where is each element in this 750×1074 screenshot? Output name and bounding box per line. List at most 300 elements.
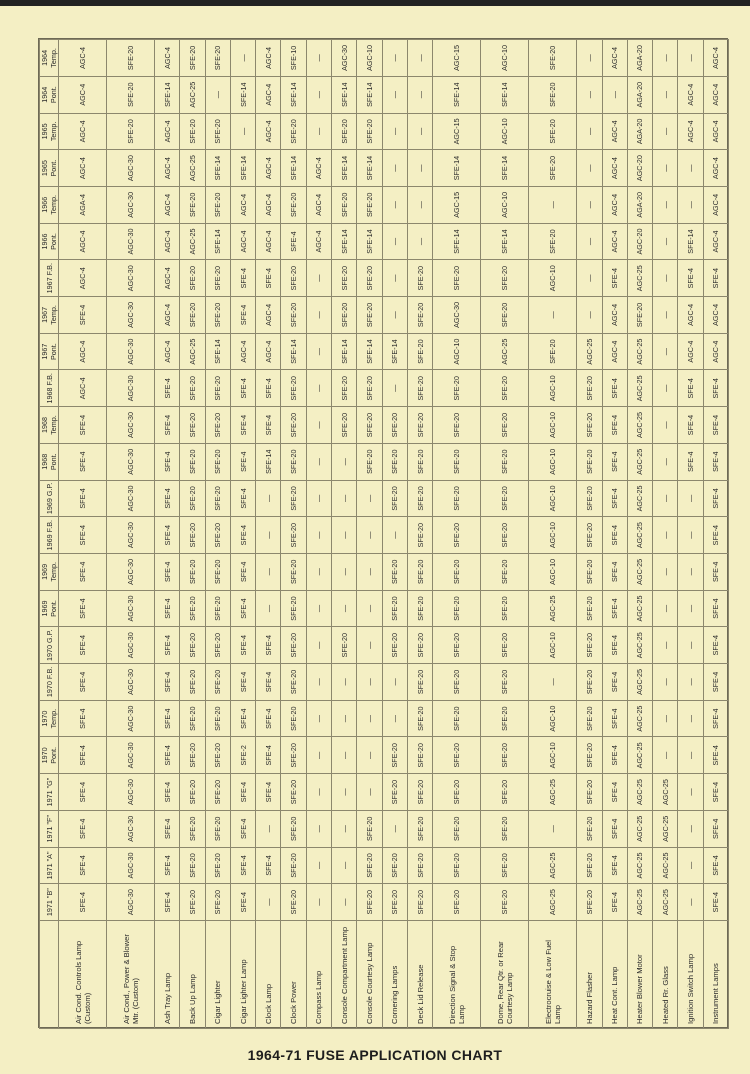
table-row: [577, 40, 602, 1029]
fuse-cell: —: [678, 517, 703, 554]
fuse-cell: —: [407, 76, 432, 113]
fuse-cell: AGC-25: [627, 590, 652, 627]
fuse-cell: AGC-4: [306, 223, 331, 260]
fuse-cell: AGC-25: [627, 774, 652, 811]
fuse-cell: AGC-25: [180, 333, 205, 370]
fuse-cell: SFE-14: [357, 223, 382, 260]
column-header: 1969 G.P.: [40, 480, 59, 517]
fuse-cell: SFE-20: [433, 370, 481, 407]
fuse-cell: SFE-14: [230, 76, 255, 113]
fuse-cell: SFE-20: [205, 737, 230, 774]
fuse-cell: AGC-25: [481, 333, 529, 370]
fuse-cell: SFE-20: [281, 553, 306, 590]
fuse-cell: SFE-20: [281, 884, 306, 921]
row-label: Deck Lid Release: [407, 921, 432, 1029]
fuse-cell: SFE-20: [180, 40, 205, 77]
fuse-cell: SFE-14: [332, 333, 357, 370]
fuse-cell: —: [306, 774, 331, 811]
fuse-cell: SFE-4: [703, 774, 728, 811]
fuse-cell: —: [382, 40, 407, 77]
fuse-cell: SFE-20: [407, 737, 432, 774]
fuse-cell: SFE-20: [577, 810, 602, 847]
fuse-cell: SFE-4: [155, 517, 180, 554]
fuse-cell: SFE-20: [433, 407, 481, 444]
fuse-cell: SFE-4: [602, 737, 627, 774]
fuse-cell: SFE-14: [256, 443, 281, 480]
fuse-cell: —: [306, 297, 331, 334]
fuse-cell: AGC-4: [256, 40, 281, 77]
fuse-cell: —: [256, 480, 281, 517]
fuse-cell: AGC-4: [59, 76, 107, 113]
fuse-cell: —: [602, 76, 627, 113]
fuse-cell: AGC-25: [627, 260, 652, 297]
fuse-cell: AGA-20: [627, 186, 652, 223]
fuse-cell: —: [306, 76, 331, 113]
table-row: [256, 40, 281, 1029]
fuse-cell: AGC-25: [653, 810, 678, 847]
fuse-cell: —: [357, 664, 382, 701]
fuse-cell: SFE-20: [407, 810, 432, 847]
fuse-cell: SFE-14: [357, 333, 382, 370]
fuse-cell: AGC-30: [107, 223, 155, 260]
fuse-cell: SFE-20: [205, 810, 230, 847]
fuse-cell: AGC-30: [107, 774, 155, 811]
fuse-cell: —: [577, 297, 602, 334]
fuse-cell: SFE-20: [332, 186, 357, 223]
fuse-cell: SFE-20: [407, 260, 432, 297]
fuse-cell: SFE-4: [256, 260, 281, 297]
fuse-cell: AGC-25: [627, 407, 652, 444]
row-label: Console Compartment Lamp: [332, 921, 357, 1029]
row-label: Compass Lamp: [306, 921, 331, 1029]
fuse-cell: SFE-4: [230, 700, 255, 737]
table-row: [59, 40, 107, 1029]
fuse-cell: AGC-25: [529, 774, 577, 811]
fuse-cell: AGC-30: [107, 810, 155, 847]
fuse-cell: SFE-4: [256, 847, 281, 884]
fuse-cell: SFE-20: [577, 480, 602, 517]
fuse-cell: AGC-4: [230, 223, 255, 260]
fuse-cell: —: [407, 223, 432, 260]
fuse-cell: AGC-30: [332, 40, 357, 77]
fuse-cell: —: [357, 774, 382, 811]
fuse-cell: SFE-4: [59, 443, 107, 480]
fuse-cell: SFE-4: [230, 627, 255, 664]
fuse-cell: —: [306, 590, 331, 627]
fuse-cell: SFE-20: [107, 113, 155, 150]
fuse-cell: SFE-4: [256, 700, 281, 737]
fuse-cell: SFE-4: [155, 774, 180, 811]
fuse-cell: AGC-15: [433, 113, 481, 150]
fuse-cell: SFE-4: [703, 884, 728, 921]
fuse-cell: SFE-20: [332, 407, 357, 444]
fuse-cell: AGC-30: [107, 480, 155, 517]
fuse-cell: —: [653, 40, 678, 77]
fuse-cell: AGC-4: [59, 260, 107, 297]
fuse-cell: —: [306, 810, 331, 847]
table-row: [653, 40, 678, 1029]
fuse-cell: SFE-20: [407, 774, 432, 811]
fuse-cell: —: [230, 113, 255, 150]
fuse-cell: —: [332, 737, 357, 774]
fuse-cell: AGC-10: [529, 737, 577, 774]
fuse-cell: SFE-4: [678, 260, 703, 297]
fuse-cell: —: [678, 186, 703, 223]
table-row: [627, 40, 652, 1029]
fuse-cell: —: [306, 737, 331, 774]
fuse-cell: AGC-25: [627, 553, 652, 590]
fuse-cell: —: [306, 884, 331, 921]
fuse-cell: SFE-20: [180, 370, 205, 407]
fuse-cell: —: [678, 810, 703, 847]
row-label: Console Courtesy Lamp: [357, 921, 382, 1029]
fuse-cell: SFE-4: [59, 553, 107, 590]
fuse-cell: —: [256, 884, 281, 921]
fuse-cell: SFE-14: [357, 76, 382, 113]
fuse-cell: SFE-20: [281, 480, 306, 517]
fuse-cell: SFE-14: [155, 76, 180, 113]
fuse-cell: AGC-4: [703, 333, 728, 370]
fuse-cell: —: [678, 884, 703, 921]
fuse-cell: SFE-20: [180, 737, 205, 774]
fuse-cell: —: [306, 40, 331, 77]
fuse-cell: —: [256, 517, 281, 554]
fuse-cell: AGC-25: [653, 774, 678, 811]
fuse-cell: SFE-2: [230, 737, 255, 774]
fuse-cell: SFE-20: [433, 810, 481, 847]
fuse-cell: —: [577, 113, 602, 150]
fuse-cell: AGC-25: [529, 884, 577, 921]
fuse-cell: SFE-4: [256, 370, 281, 407]
fuse-cell: AGC-4: [155, 333, 180, 370]
fuse-cell: —: [332, 480, 357, 517]
fuse-cell: SFE-4: [155, 810, 180, 847]
fuse-cell: SFE-20: [433, 480, 481, 517]
fuse-cell: AGC-4: [703, 76, 728, 113]
table-row: [433, 40, 481, 1029]
fuse-cell: AGC-10: [529, 517, 577, 554]
fuse-cell: SFE-20: [529, 76, 577, 113]
fuse-cell: SFE-20: [357, 810, 382, 847]
fuse-cell: SFE-20: [205, 480, 230, 517]
fuse-cell: SFE-4: [703, 627, 728, 664]
fuse-cell: SFE-20: [407, 407, 432, 444]
fuse-cell: —: [382, 260, 407, 297]
fuse-cell: AGC-4: [602, 40, 627, 77]
fuse-cell: —: [357, 480, 382, 517]
fuse-cell: SFE-4: [602, 664, 627, 701]
fuse-cell: —: [332, 884, 357, 921]
fuse-cell: SFE-20: [407, 297, 432, 334]
fuse-cell: AGC-30: [107, 370, 155, 407]
fuse-cell: —: [382, 76, 407, 113]
fuse-cell: AGC-4: [256, 297, 281, 334]
fuse-cell: SFE-4: [230, 407, 255, 444]
fuse-cell: SFE-20: [407, 333, 432, 370]
fuse-cell: —: [205, 76, 230, 113]
column-header: 1965 Pont.: [40, 150, 59, 187]
table-row: [230, 40, 255, 1029]
fuse-cell: —: [678, 627, 703, 664]
fuse-cell: SFE-20: [281, 737, 306, 774]
fuse-cell: SFE-4: [602, 370, 627, 407]
fuse-cell: —: [653, 186, 678, 223]
fuse-cell: —: [382, 664, 407, 701]
fuse-cell: SFE-20: [407, 517, 432, 554]
fuse-cell: SFE-20: [433, 700, 481, 737]
fuse-cell: AGC-4: [703, 297, 728, 334]
fuse-cell: SFE-20: [577, 517, 602, 554]
column-header: 1968 Pont.: [40, 443, 59, 480]
row-label: Back Up Lamp: [180, 921, 205, 1029]
fuse-cell: SFE-4: [256, 774, 281, 811]
fuse-cell: —: [256, 810, 281, 847]
fuse-cell: SFE-20: [357, 260, 382, 297]
fuse-cell: SFE-20: [281, 627, 306, 664]
fuse-cell: SFE-14: [281, 150, 306, 187]
fuse-cell: SFE-20: [382, 627, 407, 664]
fuse-cell: SFE-4: [230, 517, 255, 554]
fuse-cell: SFE-4: [602, 517, 627, 554]
fuse-cell: SFE-4: [602, 810, 627, 847]
fuse-cell: SFE-20: [382, 443, 407, 480]
table-row: [332, 40, 357, 1029]
fuse-cell: SFE-4: [602, 700, 627, 737]
fuse-cell: —: [678, 590, 703, 627]
fuse-cell: SFE-4: [59, 590, 107, 627]
fuse-cell: SFE-20: [180, 260, 205, 297]
fuse-cell: AGA-4: [59, 186, 107, 223]
fuse-cell: AGC-4: [59, 113, 107, 150]
fuse-cell: —: [332, 517, 357, 554]
fuse-cell: —: [332, 700, 357, 737]
fuse-cell: —: [653, 407, 678, 444]
fuse-cell: SFE-4: [703, 700, 728, 737]
fuse-cell: AGC-4: [602, 150, 627, 187]
column-header: 1970 Pont.: [40, 737, 59, 774]
table-row: [155, 40, 180, 1029]
fuse-cell: SFE-20: [281, 370, 306, 407]
fuse-cell: —: [529, 297, 577, 334]
column-header: 1971 "G": [40, 774, 59, 811]
fuse-cell: SFE-20: [481, 553, 529, 590]
fuse-cell: SFE-4: [703, 810, 728, 847]
row-label: Heater Blower Motor: [627, 921, 652, 1029]
fuse-cell: AGC-30: [433, 297, 481, 334]
fuse-cell: SFE-14: [481, 76, 529, 113]
fuse-cell: AGC-4: [59, 150, 107, 187]
fuse-cell: SFE-20: [577, 407, 602, 444]
fuse-cell: —: [678, 700, 703, 737]
fuse-cell: AGC-4: [678, 333, 703, 370]
fuse-cell: AGC-25: [627, 664, 652, 701]
fuse-cell: AGC-30: [107, 847, 155, 884]
fuse-cell: SFE-20: [205, 297, 230, 334]
fuse-chart-rotated: [39, 39, 729, 1029]
fuse-cell: SFE-20: [382, 590, 407, 627]
fuse-cell: AGC-4: [59, 333, 107, 370]
fuse-cell: SFE-20: [382, 737, 407, 774]
fuse-cell: SFE-20: [205, 590, 230, 627]
fuse-cell: —: [306, 664, 331, 701]
fuse-cell: AGC-20: [627, 223, 652, 260]
fuse-cell: SFE-14: [205, 223, 230, 260]
fuse-cell: SFE-4: [155, 443, 180, 480]
table-row: [382, 40, 407, 1029]
fuse-cell: —: [332, 443, 357, 480]
fuse-cell: —: [382, 810, 407, 847]
fuse-cell: SFE-14: [357, 150, 382, 187]
fuse-cell: SFE-20: [407, 553, 432, 590]
fuse-cell: SFE-4: [59, 297, 107, 334]
fuse-cell: AGC-4: [155, 113, 180, 150]
fuse-cell: —: [678, 553, 703, 590]
fuse-cell: SFE-20: [205, 407, 230, 444]
fuse-cell: SFE-4: [703, 517, 728, 554]
fuse-cell: SFE-4: [230, 480, 255, 517]
fuse-cell: —: [332, 553, 357, 590]
fuse-cell: AGC-25: [653, 847, 678, 884]
fuse-cell: AGC-4: [256, 186, 281, 223]
fuse-cell: SFE-20: [180, 443, 205, 480]
fuse-cell: SFE-4: [602, 480, 627, 517]
fuse-cell: SFE-20: [281, 443, 306, 480]
fuse-cell: AGC-25: [529, 847, 577, 884]
fuse-cell: AGC-4: [703, 223, 728, 260]
fuse-cell: SFE-20: [481, 480, 529, 517]
fuse-cell: —: [306, 260, 331, 297]
fuse-cell: —: [230, 40, 255, 77]
fuse-cell: SFE-20: [433, 517, 481, 554]
fuse-cell: —: [653, 700, 678, 737]
fuse-cell: SFE-4: [602, 443, 627, 480]
fuse-cell: SFE-4: [602, 847, 627, 884]
fuse-cell: SFE-20: [332, 297, 357, 334]
fuse-cell: AGC-30: [107, 260, 155, 297]
fuse-cell: SFE-20: [481, 297, 529, 334]
fuse-cell: SFE-4: [602, 407, 627, 444]
fuse-cell: —: [382, 223, 407, 260]
top-border-line: [0, 0, 750, 6]
fuse-cell: —: [653, 297, 678, 334]
fuse-cell: SFE-4: [59, 664, 107, 701]
fuse-cell: SFE-20: [481, 517, 529, 554]
fuse-cell: —: [332, 810, 357, 847]
fuse-cell: AGC-10: [529, 553, 577, 590]
fuse-cell: SFE-20: [481, 700, 529, 737]
fuse-cell: SFE-20: [332, 627, 357, 664]
fuse-cell: AGC-4: [155, 150, 180, 187]
fuse-cell: AGC-10: [357, 40, 382, 77]
fuse-cell: SFE-4: [230, 443, 255, 480]
fuse-cell: AGC-4: [703, 113, 728, 150]
row-label: Cigar Lighter: [205, 921, 230, 1029]
fuse-cell: —: [382, 113, 407, 150]
fuse-cell: AGC-20: [627, 150, 652, 187]
fuse-cell: SFE-4: [59, 700, 107, 737]
fuse-cell: SFE-20: [281, 700, 306, 737]
fuse-cell: SFE-14: [332, 150, 357, 187]
fuse-cell: SFE-4: [59, 884, 107, 921]
fuse-cell: SFE-20: [205, 847, 230, 884]
fuse-cell: AGC-4: [678, 76, 703, 113]
fuse-cell: SFE-20: [180, 553, 205, 590]
fuse-cell: SFE-20: [180, 884, 205, 921]
column-header: 1968 F.B.: [40, 370, 59, 407]
fuse-cell: SFE-4: [230, 774, 255, 811]
fuse-chart-frame: [38, 38, 728, 1028]
fuse-cell: —: [382, 700, 407, 737]
fuse-cell: —: [306, 333, 331, 370]
fuse-cell: AGC-10: [481, 186, 529, 223]
fuse-cell: SFE-20: [481, 443, 529, 480]
fuse-cell: —: [306, 480, 331, 517]
fuse-cell: SFE-20: [281, 810, 306, 847]
row-label: Cornering Lamps: [382, 921, 407, 1029]
fuse-cell: SFE-20: [481, 627, 529, 664]
fuse-cell: SFE-4: [602, 884, 627, 921]
header-corner-cell: [40, 921, 59, 1029]
fuse-cell: AGC-4: [306, 186, 331, 223]
fuse-cell: SFE-20: [529, 223, 577, 260]
fuse-cell: SFE-20: [407, 884, 432, 921]
fuse-cell: SFE-4: [155, 737, 180, 774]
fuse-cell: SFE-4: [59, 627, 107, 664]
fuse-cell: AGC-25: [653, 884, 678, 921]
fuse-cell: AGC-10: [529, 407, 577, 444]
fuse-cell: SFE-14: [382, 333, 407, 370]
fuse-cell: SFE-20: [205, 443, 230, 480]
fuse-cell: —: [653, 480, 678, 517]
column-header: 1969 F.B.: [40, 517, 59, 554]
fuse-cell: —: [653, 150, 678, 187]
fuse-cell: SFE-20: [433, 260, 481, 297]
fuse-cell: —: [306, 553, 331, 590]
fuse-cell: AGC-25: [627, 480, 652, 517]
fuse-cell: AGC-4: [256, 333, 281, 370]
fuse-cell: SFE-20: [577, 774, 602, 811]
fuse-cell: SFE-20: [180, 407, 205, 444]
fuse-cell: AGC-4: [703, 40, 728, 77]
fuse-cell: AGC-25: [627, 700, 652, 737]
table-row: [407, 40, 432, 1029]
fuse-cell: SFE-20: [281, 297, 306, 334]
fuse-cell: SFE-4: [230, 884, 255, 921]
fuse-cell: SFE-4: [59, 810, 107, 847]
fuse-cell: SFE-20: [180, 480, 205, 517]
fuse-cell: SFE-4: [155, 847, 180, 884]
fuse-cell: SFE-20: [577, 443, 602, 480]
fuse-cell: SFE-4: [230, 553, 255, 590]
fuse-cell: —: [306, 443, 331, 480]
fuse-cell: SFE-4: [155, 407, 180, 444]
fuse-cell: SFE-4: [59, 847, 107, 884]
fuse-cell: —: [653, 590, 678, 627]
fuse-application-table: [39, 39, 729, 1029]
fuse-cell: —: [529, 810, 577, 847]
fuse-cell: SFE-20: [407, 590, 432, 627]
fuse-cell: SFE-14: [678, 223, 703, 260]
fuse-cell: —: [306, 407, 331, 444]
column-header: 1965 Temp.: [40, 113, 59, 150]
fuse-cell: SFE-20: [357, 370, 382, 407]
fuse-cell: —: [382, 297, 407, 334]
fuse-cell: SFE-4: [678, 370, 703, 407]
fuse-cell: —: [332, 590, 357, 627]
fuse-cell: SFE-14: [433, 76, 481, 113]
fuse-cell: SFE-20: [577, 847, 602, 884]
table-row: [306, 40, 331, 1029]
